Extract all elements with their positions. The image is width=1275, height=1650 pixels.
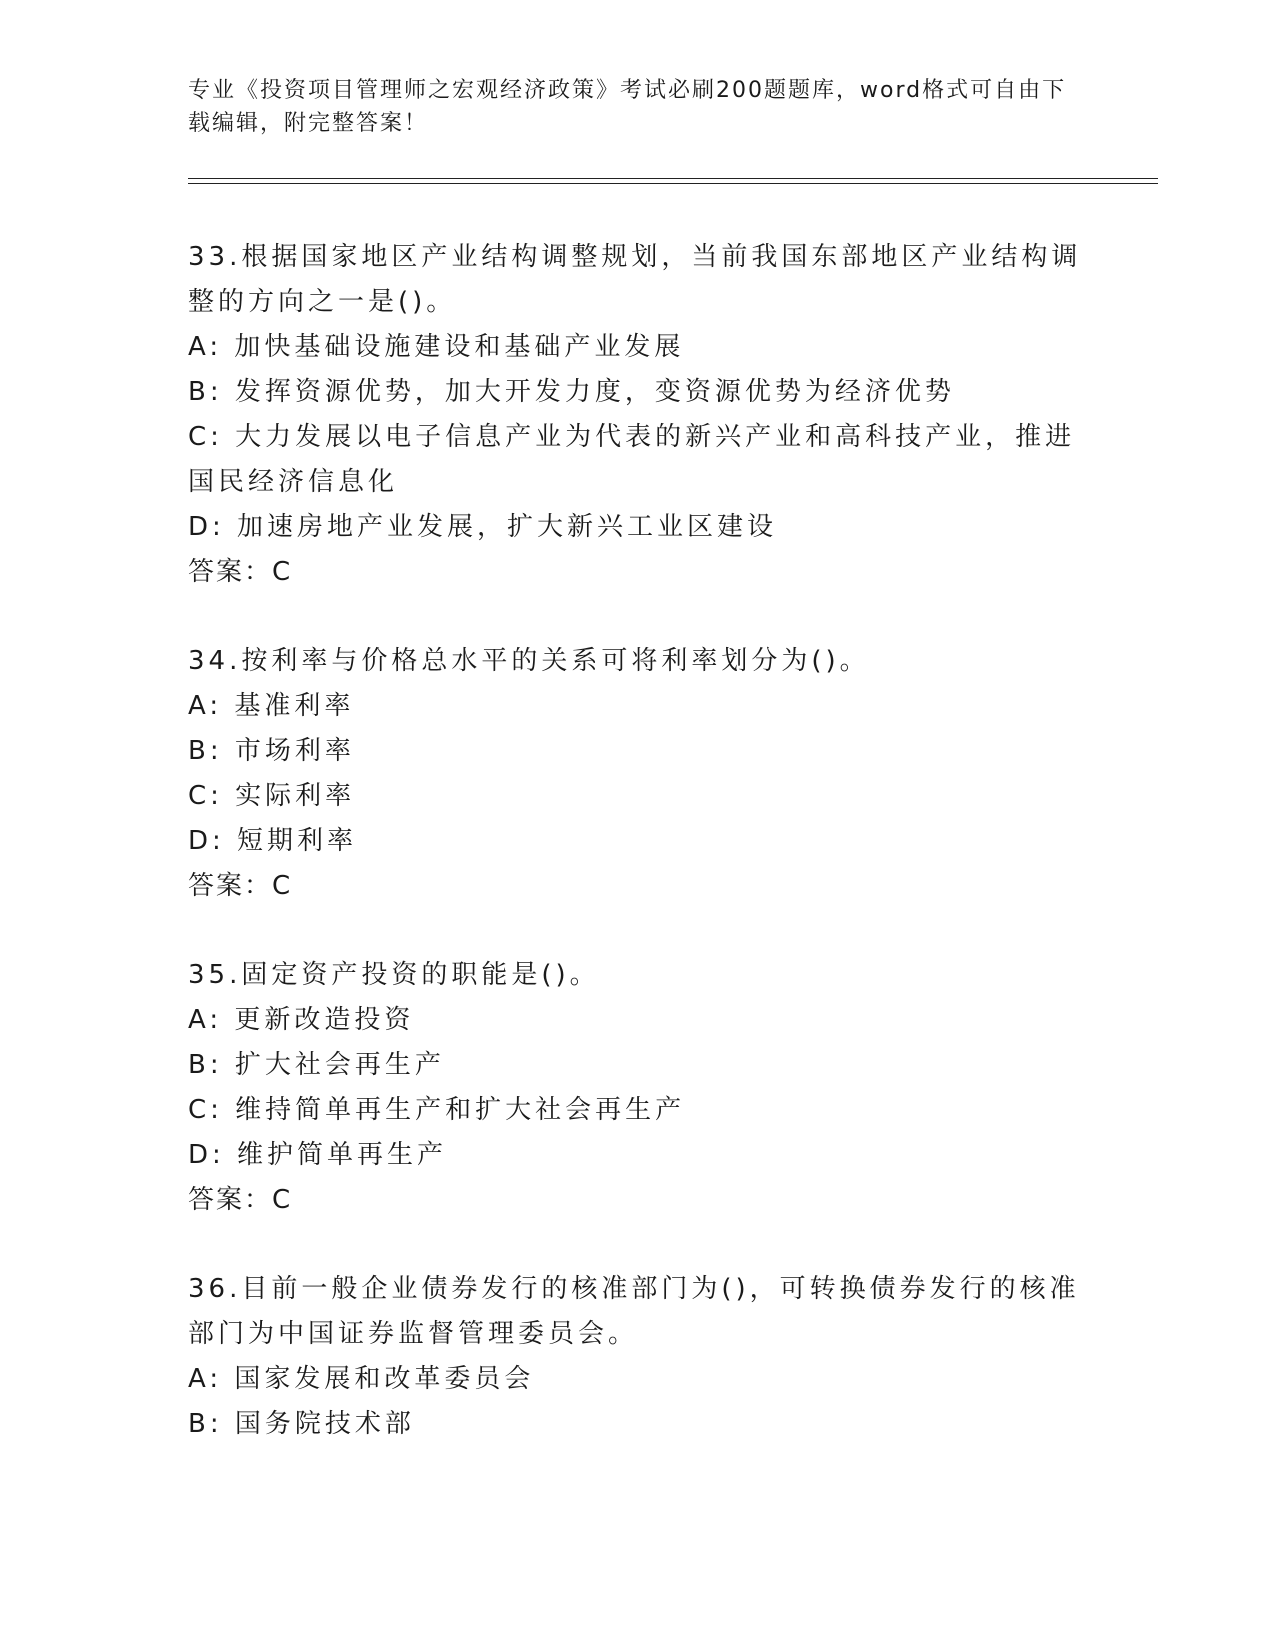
question-text: 34.按利率与价格总水平的关系可将利率划分为()。 (188, 646, 870, 676)
header-divider-top (188, 178, 1158, 179)
header-divider-bottom (188, 183, 1158, 184)
option-c: C: 实际利率 (188, 781, 356, 811)
answer-text: 答案：C (188, 871, 293, 901)
question-text: 36.目前一般企业债券发行的核准部门为()，可转换债券发行的核准部门为中国证券监督管理委员会。 (188, 1274, 1080, 1349)
question-block (188, 639, 1088, 909)
option-a: A: 基准利率 (188, 691, 355, 721)
question-text: 35.固定资产投资的职能是()。 (188, 960, 600, 990)
option-b: B: 发挥资源优势，加大开发力度，变资源优势为经济优势 (188, 377, 955, 407)
answer-text: 答案：C (188, 557, 293, 587)
answer-text: 答案：C (188, 1185, 293, 1215)
question-text: 33.根据国家地区产业结构调整规划，当前我国东部地区产业结构调整的方向之一是()。 (188, 242, 1082, 317)
question-list (188, 235, 1088, 1447)
option-d: D: 维护简单再生产 (188, 1140, 448, 1170)
option-b: B: 国务院技术部 (188, 1409, 415, 1439)
document-header: 专业《投资项目管理师之宏观经济政策》考试必刷200题题库，word格式可自由下载编辑，附完整答案！ (188, 78, 1067, 136)
option-c: C: 大力发展以电子信息产业为代表的新兴产业和高科技产业，推进国民经济信息化 (188, 422, 1076, 497)
option-d: D: 加速房地产业发展，扩大新兴工业区建设 (188, 512, 778, 542)
option-a: A: 国家发展和改革委员会 (188, 1364, 535, 1394)
option-a: A: 更新改造投资 (188, 1005, 415, 1035)
question-block (188, 235, 1088, 595)
option-b: B: 市场利率 (188, 736, 355, 766)
question-block (188, 953, 1088, 1223)
question-block (188, 1267, 1088, 1447)
option-d: D: 短期利率 (188, 826, 358, 856)
option-a: A: 加快基础设施建设和基础产业发展 (188, 332, 685, 362)
option-b: B: 扩大社会再生产 (188, 1050, 445, 1080)
option-c: C: 维持简单再生产和扩大社会再生产 (188, 1095, 686, 1125)
